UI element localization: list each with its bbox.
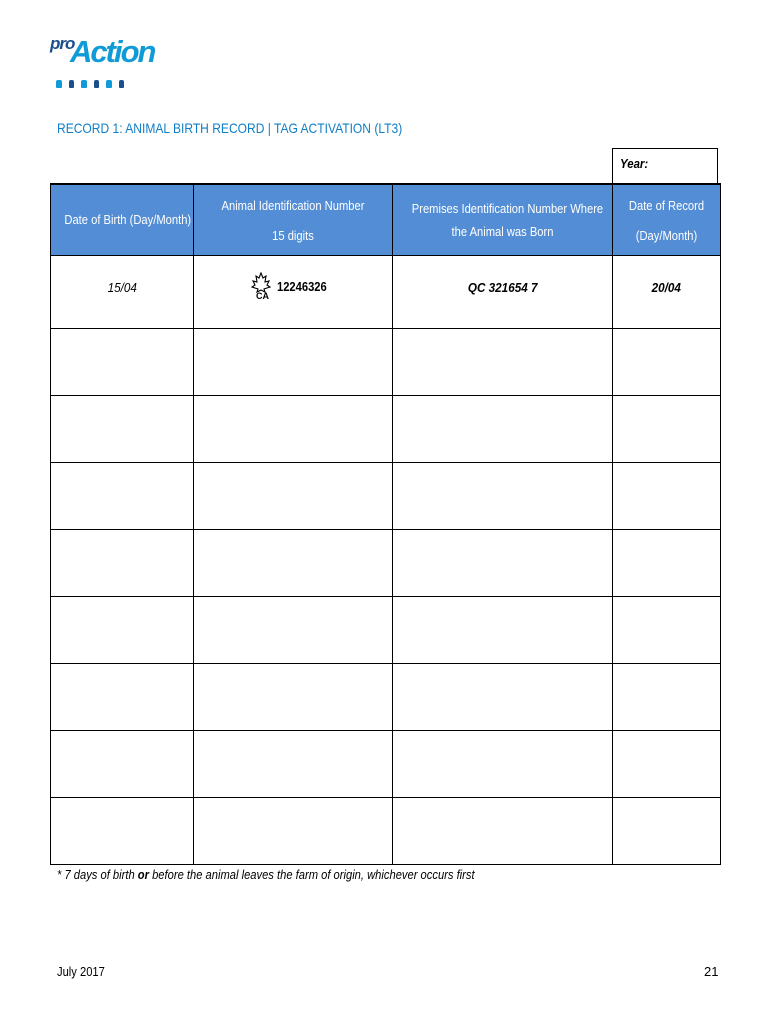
animal-id-cell[interactable] bbox=[194, 463, 393, 530]
date-of-birth-cell[interactable] bbox=[51, 530, 194, 597]
date-of-birth-cell[interactable] bbox=[51, 329, 194, 396]
sample-premises-id: QC 321654 7 bbox=[393, 256, 613, 329]
date-of-record-cell[interactable] bbox=[613, 530, 721, 597]
premises-id-cell[interactable] bbox=[393, 731, 613, 798]
logo-pictograms bbox=[56, 80, 124, 88]
logo-pro-text: pro bbox=[50, 34, 75, 53]
table-row bbox=[51, 396, 721, 463]
animal-id-cell[interactable] bbox=[194, 396, 393, 463]
sample-date-of-birth: 15/04 bbox=[51, 256, 194, 329]
table-row bbox=[51, 463, 721, 530]
date-of-record-cell[interactable] bbox=[613, 463, 721, 530]
date-of-record-cell[interactable] bbox=[613, 664, 721, 731]
sample-tag-number: 12246326 bbox=[277, 278, 327, 294]
premises-id-cell[interactable] bbox=[393, 530, 613, 597]
record-title: RECORD 1: ANIMAL BIRTH RECORD | TAG ACTIVATION (LT3) bbox=[57, 120, 403, 136]
sample-row bbox=[51, 256, 721, 329]
table-row bbox=[51, 530, 721, 597]
header-premises-id: Premises Identification Number Where the Animal was Born bbox=[393, 184, 613, 256]
animal-id-cell[interactable] bbox=[194, 329, 393, 396]
year-label: Year: bbox=[620, 156, 649, 171]
animal-id-cell[interactable] bbox=[194, 664, 393, 731]
sample-animal-tag bbox=[194, 256, 393, 329]
table-row bbox=[51, 798, 721, 865]
premises-id-cell[interactable] bbox=[393, 329, 613, 396]
animal-id-cell[interactable] bbox=[194, 731, 393, 798]
table-row bbox=[51, 731, 721, 798]
logo-action-text: Action bbox=[70, 34, 155, 69]
date-of-record-cell[interactable] bbox=[613, 597, 721, 664]
date-of-birth-cell[interactable] bbox=[51, 731, 194, 798]
sample-date-of-record: 20/04 bbox=[613, 256, 721, 329]
premises-id-cell[interactable] bbox=[393, 396, 613, 463]
svg-text:CA: CA bbox=[256, 291, 270, 300]
animal-id-cell[interactable] bbox=[194, 597, 393, 664]
header-date-of-record: Date of Record (Day/Month) bbox=[613, 184, 721, 256]
date-of-record-cell[interactable] bbox=[613, 396, 721, 463]
premises-id-cell[interactable] bbox=[393, 463, 613, 530]
premises-id-cell[interactable] bbox=[393, 798, 613, 865]
date-of-birth-cell[interactable] bbox=[51, 396, 194, 463]
year-field[interactable] bbox=[612, 148, 718, 184]
date-of-record-cell[interactable] bbox=[613, 731, 721, 798]
date-of-birth-cell[interactable] bbox=[51, 798, 194, 865]
header-animal-id: Animal Identification Number 15 digits bbox=[194, 184, 393, 256]
table-row bbox=[51, 597, 721, 664]
animal-id-cell[interactable] bbox=[194, 798, 393, 865]
footer-date: July 2017 bbox=[57, 964, 105, 979]
page-number: 21 bbox=[704, 964, 719, 979]
premises-id-cell[interactable] bbox=[393, 597, 613, 664]
date-of-record-cell[interactable] bbox=[613, 329, 721, 396]
proaction-logo bbox=[50, 30, 155, 92]
birth-record-table bbox=[50, 183, 721, 865]
table-row bbox=[51, 329, 721, 396]
date-of-record-cell[interactable] bbox=[613, 798, 721, 865]
header-date-of-birth: Date of Birth (Day/Month) bbox=[51, 184, 194, 256]
animal-id-cell[interactable] bbox=[194, 530, 393, 597]
premises-id-cell[interactable] bbox=[393, 664, 613, 731]
date-of-birth-cell[interactable] bbox=[51, 597, 194, 664]
table-row bbox=[51, 664, 721, 731]
maple-leaf-icon bbox=[251, 272, 271, 300]
date-of-birth-cell[interactable] bbox=[51, 664, 194, 731]
table-header-row bbox=[51, 184, 721, 256]
footnote: * 7 days of birth or before the animal leaves the farm of origin, whichever occurs first bbox=[57, 867, 475, 882]
date-of-birth-cell[interactable] bbox=[51, 463, 194, 530]
